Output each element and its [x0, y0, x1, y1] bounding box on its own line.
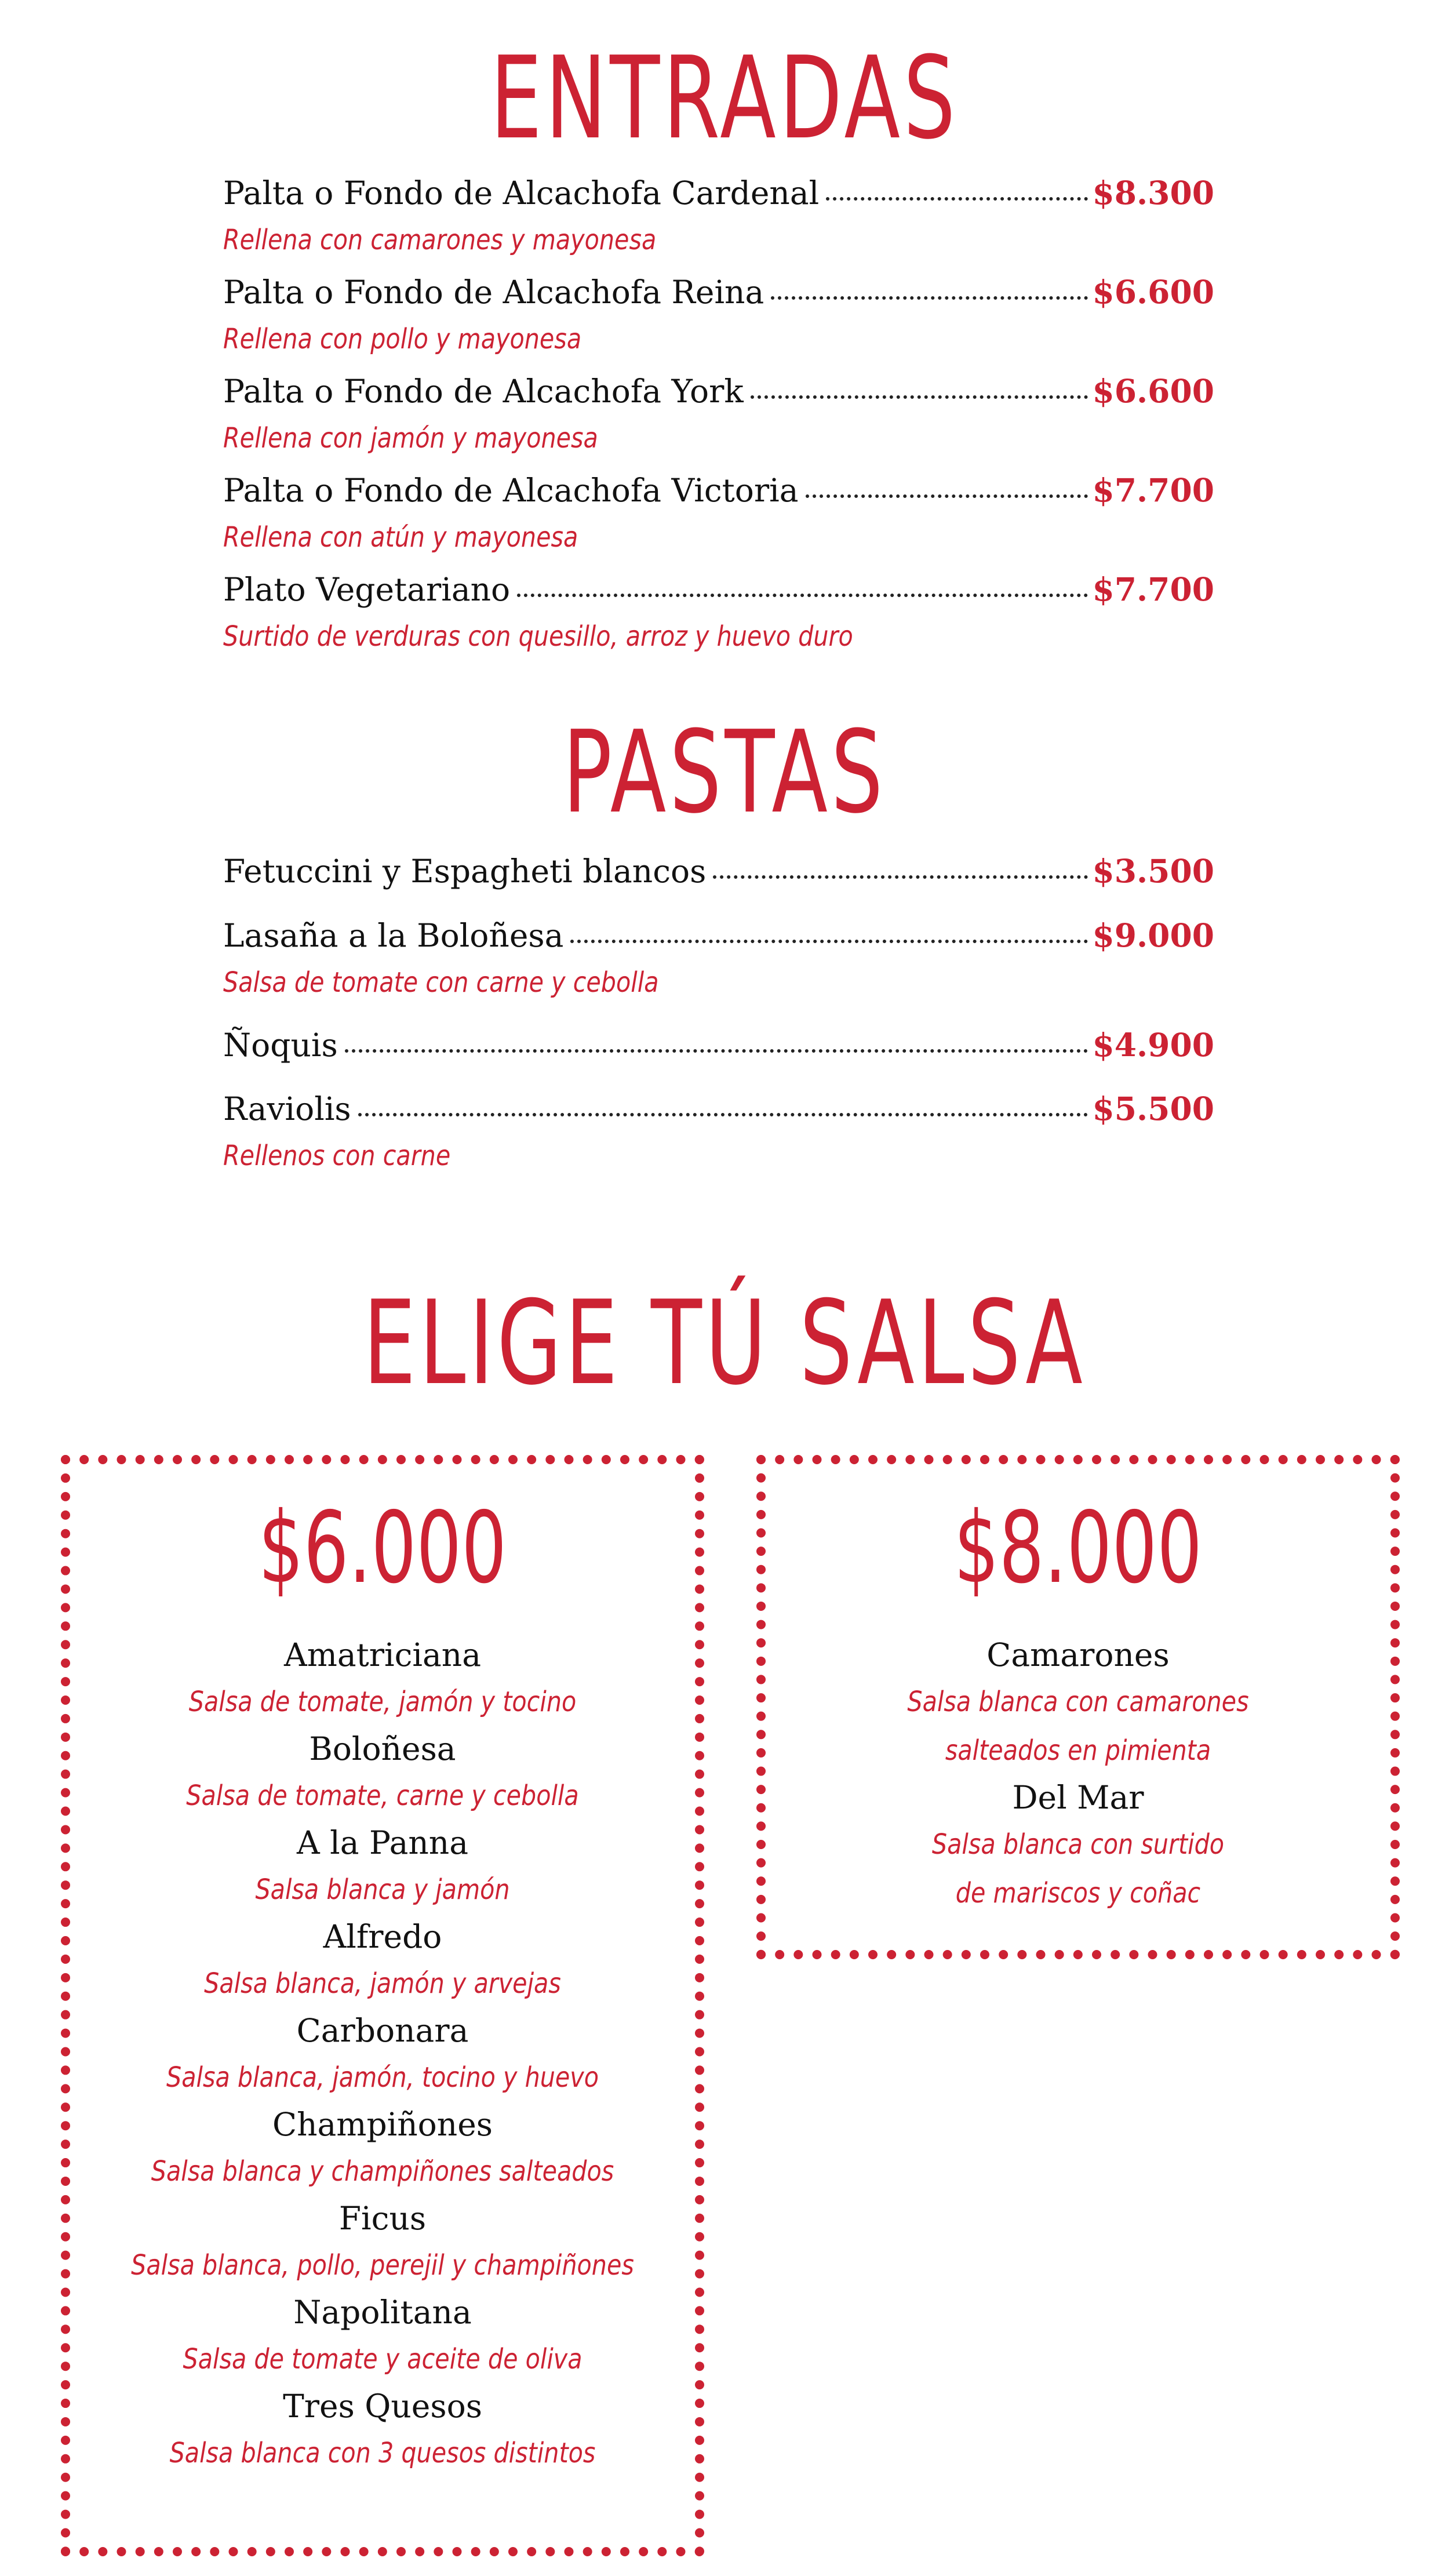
- sauce-name: A la Panna: [296, 1824, 469, 1861]
- box-price: $6.000: [258, 1491, 507, 1606]
- menu-item: [223, 1090, 1214, 1172]
- section-title-entradas: ENTRADAS: [490, 32, 959, 165]
- item-price: $9.000: [1092, 916, 1214, 954]
- sauce-description: Salsa blanca, jamón y arvejas: [204, 1967, 561, 2000]
- sauce-description: Salsa blanca con 3 quesos distintos: [169, 2437, 596, 2469]
- sauce-description: Salsa de tomate, carne y cebolla: [186, 1780, 579, 1812]
- item-description: Rellena con camarones y mayonesa: [223, 224, 657, 256]
- item-price: $6.600: [1092, 372, 1214, 410]
- sauce-name: Camarones: [986, 1636, 1170, 1673]
- item-description: Surtido de verduras con quesillo, arroz y huevo duro: [223, 620, 853, 653]
- dot-leader: [517, 594, 1087, 597]
- sauce-name: Amatriciana: [283, 1636, 482, 1673]
- item-name: Palta o Fondo de Alcachofa York: [223, 373, 744, 410]
- item-name: Lasaña a la Boloñesa: [223, 917, 564, 954]
- item-description: Rellena con pollo y mayonesa: [223, 323, 582, 355]
- sauce-description: de mariscos y coñac: [955, 1877, 1201, 1909]
- dot-leader: [713, 875, 1087, 879]
- sauce-name: Tres Quesos: [283, 2388, 482, 2425]
- dot-leader: [358, 1113, 1088, 1116]
- sauce-description: Salsa de tomate y aceite de oliva: [183, 2343, 582, 2375]
- item-name: Fetuccini y Espagheti blancos: [223, 853, 707, 890]
- sauce-name: Napolitana: [293, 2294, 472, 2331]
- sauce-description: Salsa blanca y jamón: [255, 1873, 510, 1906]
- item-price: $4.900: [1092, 1026, 1214, 1064]
- menu-item: [223, 570, 1214, 653]
- item-price: $5.500: [1092, 1090, 1214, 1127]
- sauce-description: Salsa de tomate, jamón y tocino: [188, 1686, 577, 1718]
- dot-leader: [751, 395, 1088, 399]
- menu-item: [223, 471, 1214, 554]
- item-description: Rellena con jamón y mayonesa: [223, 422, 598, 454]
- sauce-box-8000: [756, 1455, 1400, 1959]
- section-title-pastas: PASTAS: [562, 707, 887, 839]
- dot-leader: [570, 940, 1087, 943]
- menu-item: [223, 273, 1214, 355]
- sauce-description: Salsa blanca, pollo, perejil y champiñones: [131, 2249, 634, 2282]
- item-name: Plato Vegetariano: [223, 571, 511, 608]
- item-name: Raviolis: [223, 1090, 351, 1127]
- item-name: Palta o Fondo de Alcachofa Reina: [223, 274, 764, 311]
- menu-item: [223, 1026, 1214, 1072]
- item-description: Rellena con atún y mayonesa: [223, 521, 578, 554]
- menu-item: [223, 174, 1214, 256]
- sauce-name: Alfredo: [323, 1918, 442, 1955]
- item-description: Rellenos con carne: [223, 1140, 451, 1172]
- sauce-list: [766, 1632, 1390, 1918]
- item-price: $8.300: [1092, 174, 1214, 212]
- sauce-name: Del Mar: [1012, 1779, 1144, 1816]
- sauce-box-6000: [61, 1455, 704, 2556]
- sauce-list: [70, 1632, 695, 2477]
- sauce-description: Salsa blanca con camarones: [907, 1686, 1249, 1718]
- dot-leader: [826, 197, 1087, 201]
- item-price: $6.600: [1092, 273, 1214, 311]
- menu-item: [223, 916, 1214, 999]
- item-price: $7.700: [1092, 471, 1214, 509]
- menu-item: [223, 372, 1214, 454]
- section-title-salsas: ELIGE TÚ SALSA: [363, 1276, 1086, 1411]
- item-price: $3.500: [1092, 852, 1214, 890]
- sauce-name: Ficus: [338, 2200, 427, 2237]
- item-name: Palta o Fondo de Alcachofa Victoria: [223, 472, 799, 509]
- sauce-name: Carbonara: [296, 2012, 469, 2049]
- sauce-description: salteados en pimienta: [945, 1734, 1211, 1767]
- item-description: Salsa de tomate con carne y cebolla: [223, 966, 659, 999]
- sauce-description: Salsa blanca y champiñones salteados: [151, 2155, 614, 2188]
- dot-leader: [345, 1049, 1088, 1053]
- sauce-name: Boloñesa: [309, 1730, 456, 1767]
- dot-leader: [771, 296, 1087, 300]
- menu-item: [223, 852, 1214, 898]
- box-price: $8.000: [953, 1491, 1203, 1606]
- item-name: Ñoquis: [223, 1027, 338, 1064]
- item-name: Palta o Fondo de Alcachofa Cardenal: [223, 174, 820, 212]
- sauce-name: Champiñones: [272, 2106, 493, 2143]
- sauce-description: Salsa blanca con surtido: [931, 1828, 1225, 1861]
- dot-leader: [806, 494, 1088, 498]
- item-price: $7.700: [1092, 570, 1214, 608]
- sauce-description: Salsa blanca, jamón, tocino y huevo: [166, 2061, 599, 2094]
